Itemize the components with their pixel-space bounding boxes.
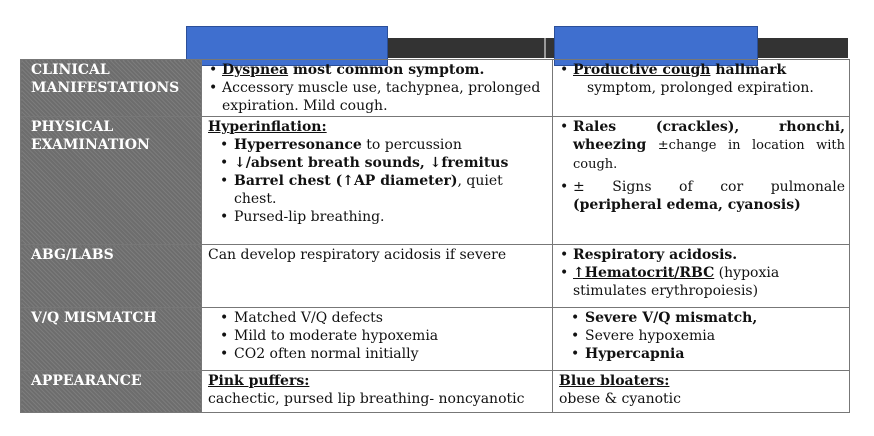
left-cell bbox=[202, 60, 553, 117]
list-item: • Productive cough hallmark symptom, prolonged expiration. bbox=[559, 61, 845, 97]
list-item: • Hypercapnia bbox=[559, 345, 845, 363]
cell-heading: Hyperinflation: bbox=[208, 119, 327, 135]
list-item: • Pursed-lip breathing. bbox=[208, 208, 548, 226]
cell-text: cachectic, pursed lip breathing- noncyanotic bbox=[208, 391, 525, 407]
left-cell bbox=[202, 371, 553, 413]
table-row bbox=[21, 245, 850, 308]
left-cell bbox=[202, 308, 553, 371]
row-label: PHYSICAL EXAMINATION bbox=[21, 117, 202, 245]
list-item: • CO2 often normal initially bbox=[208, 345, 548, 363]
header-divider bbox=[544, 38, 546, 58]
list-item: • Rales (crackles), rhonchi, wheezing ±change in location with cough. bbox=[559, 118, 845, 174]
list-item: • Mild to moderate hypoxemia bbox=[208, 327, 548, 345]
right-cell bbox=[553, 60, 850, 117]
left-cell bbox=[202, 117, 553, 245]
list-item: • ↑Hematocrit/RBC (hypoxia stimulates erythropoiesis) bbox=[559, 264, 845, 300]
left-cell bbox=[202, 245, 553, 308]
cell-text: Can develop respiratory acidosis if severe bbox=[208, 247, 507, 263]
list-item: • Severe hypoxemia bbox=[559, 327, 845, 345]
right-cell bbox=[553, 371, 850, 413]
row-label: APPEARANCE bbox=[21, 371, 202, 413]
right-cell bbox=[553, 245, 850, 308]
cell-text: obese & cyanotic bbox=[559, 391, 681, 407]
list-item: • Dyspnea most common symptom. bbox=[208, 61, 548, 79]
list-item: • ± Signs of cor pulmonale (peripheral edema, cyanosis) bbox=[559, 178, 845, 214]
list-item: • Accessory muscle use, tachypnea, prolonged expiration. Mild cough. bbox=[208, 79, 548, 115]
table-row bbox=[21, 117, 850, 245]
row-label: V/Q MISMATCH bbox=[21, 308, 202, 371]
table-row bbox=[21, 60, 850, 117]
row-label: CLINICAL MANIFESTATIONS bbox=[21, 60, 202, 117]
table-row bbox=[21, 308, 850, 371]
right-cell bbox=[553, 117, 850, 245]
cell-heading: Pink puffers: bbox=[208, 373, 310, 389]
comparison-table bbox=[20, 59, 850, 413]
row-label: ABG/LABS bbox=[21, 245, 202, 308]
list-item: • Barrel chest (↑AP diameter), quiet chest. bbox=[208, 172, 548, 208]
right-cell bbox=[553, 308, 850, 371]
list-item: • Respiratory acidosis. bbox=[559, 246, 845, 264]
comparison-table-sheet bbox=[20, 38, 848, 424]
list-item: • Hyperresonance to percussion bbox=[208, 136, 548, 154]
list-item: • ↓/absent breath sounds, ↓fremitus bbox=[208, 154, 548, 172]
cell-heading: Blue bloaters: bbox=[559, 373, 670, 389]
list-item: • Matched V/Q defects bbox=[208, 309, 548, 327]
list-item: • Severe V/Q mismatch, bbox=[559, 309, 845, 327]
table-row bbox=[21, 371, 850, 413]
